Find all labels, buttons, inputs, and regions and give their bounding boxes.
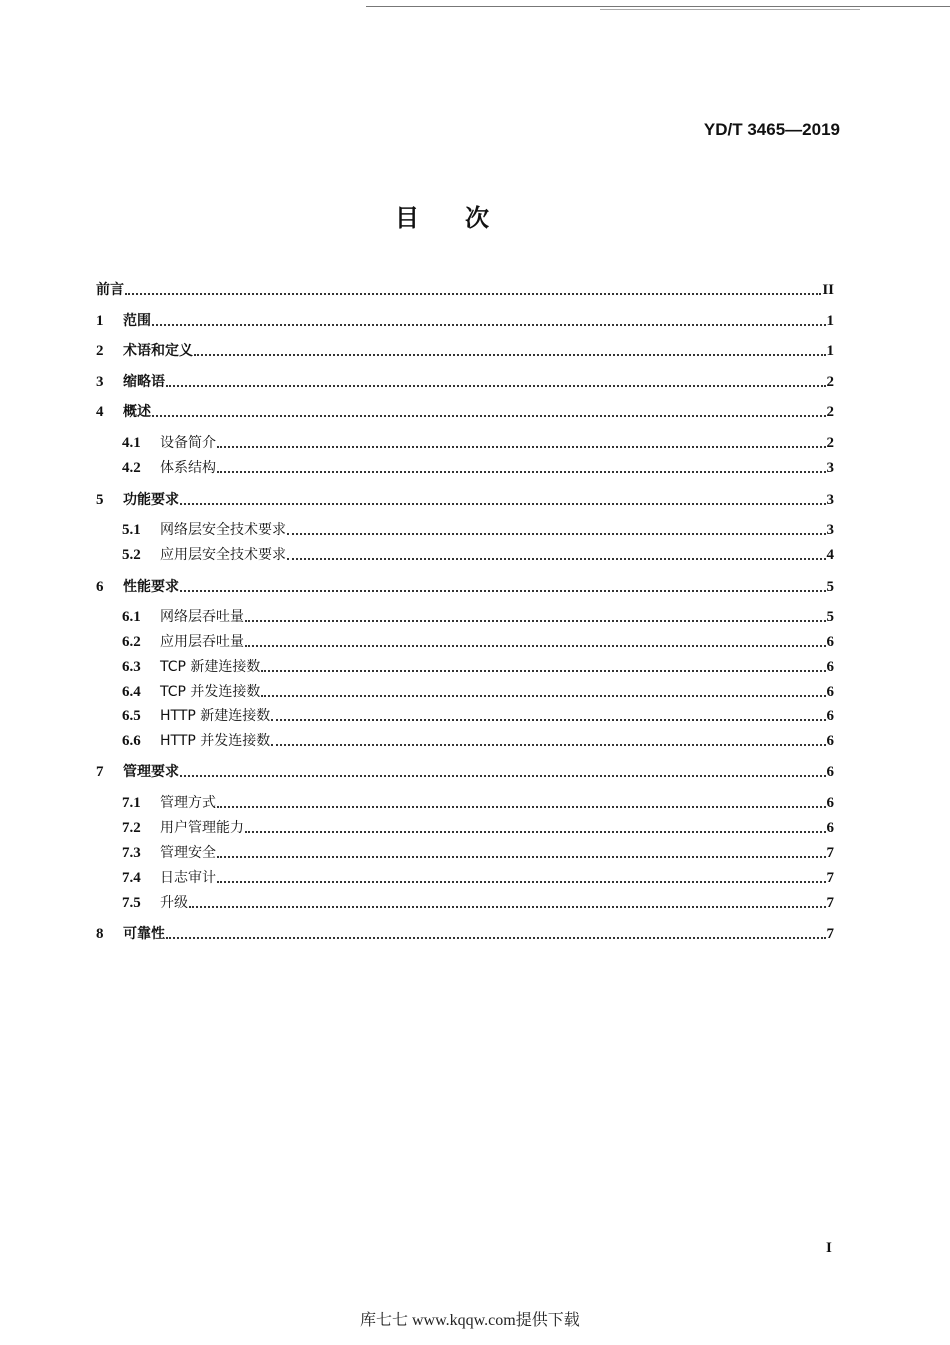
- toc-entry[interactable]: [122, 632, 834, 652]
- toc-entry-title: 管理方式: [160, 795, 216, 811]
- toc-entry-page: 7: [826, 926, 834, 942]
- toc-entry[interactable]: [96, 490, 834, 510]
- toc-entry-page: 5: [826, 579, 834, 595]
- toc-entry-number: 6.3: [122, 659, 141, 675]
- dot-leader: [180, 774, 826, 777]
- dot-leader: [245, 619, 826, 622]
- dot-leader: [166, 936, 826, 939]
- toc-entry[interactable]: [96, 762, 834, 782]
- toc-entry[interactable]: [122, 818, 834, 838]
- dot-leader: [261, 669, 825, 672]
- toc-entry-number: 7.2: [122, 820, 141, 836]
- dot-leader: [217, 805, 826, 808]
- dot-leader: [287, 557, 826, 560]
- toc-entry[interactable]: [96, 311, 834, 331]
- toc-entry[interactable]: [122, 893, 834, 913]
- toc-entry-title: 范围: [123, 313, 151, 329]
- toc-entry-page: 6: [826, 634, 834, 650]
- toc-entry[interactable]: [122, 731, 834, 751]
- document-number: YD/T 3465—2019: [703, 120, 840, 139]
- toc-entry-number: 2: [96, 343, 104, 359]
- toc-entry-page: 3: [826, 492, 834, 508]
- toc-entry-page: 3: [826, 522, 834, 538]
- dot-leader: [217, 855, 826, 858]
- toc-entry-title: 术语和定义: [123, 343, 193, 359]
- dot-leader: [217, 470, 826, 473]
- toc-entry-number: 4.2: [122, 460, 141, 476]
- toc-entry-title: 可靠性: [123, 926, 165, 942]
- toc-entry-number: 6.1: [122, 609, 141, 625]
- toc-entry[interactable]: [122, 520, 834, 540]
- toc-entry-page: 7: [826, 895, 834, 911]
- toc-entry-page: 3: [826, 460, 834, 476]
- toc-entry-number: 8: [96, 926, 104, 942]
- toc-entry[interactable]: [122, 793, 834, 813]
- toc-entry-number: 6.4: [122, 684, 141, 700]
- toc-entry[interactable]: [122, 843, 834, 863]
- toc-entry-title: 管理要求: [123, 764, 179, 780]
- toc-entry[interactable]: [122, 458, 834, 478]
- dot-leader: [271, 718, 825, 721]
- toc-entry-page: 6: [826, 684, 834, 700]
- footer-watermark: 库七七 www.kqqw.com提供下载: [360, 1312, 580, 1329]
- dot-leader: [180, 502, 826, 505]
- toc-entry-page: 2: [826, 435, 834, 451]
- toc-entry-number: 5.2: [122, 547, 141, 563]
- dot-leader: [217, 880, 826, 883]
- dot-leader: [194, 353, 826, 356]
- toc-entry-title: 升级: [160, 895, 188, 911]
- toc-entry-title: 管理安全: [160, 845, 216, 861]
- toc-entry-title: 前言: [96, 282, 124, 298]
- toc-entry-number: 6.6: [122, 733, 141, 749]
- toc-entry-title: HTTP 新建连接数: [160, 708, 271, 724]
- toc-entry-title: TCP 新建连接数: [160, 659, 261, 675]
- toc-entry[interactable]: [96, 577, 834, 597]
- toc-entry[interactable]: [96, 402, 834, 422]
- toc-entry-title: HTTP 并发连接数: [160, 733, 271, 749]
- dot-leader: [287, 532, 826, 535]
- toc-entry-page: 6: [826, 708, 834, 724]
- dot-leader: [271, 743, 825, 746]
- toc-entry-title: TCP 并发连接数: [160, 684, 261, 700]
- toc-entry-title: 网络层安全技术要求: [160, 522, 286, 538]
- dot-leader: [152, 414, 826, 417]
- toc-entry-title: 用户管理能力: [160, 820, 244, 836]
- toc-entry-page: 2: [826, 404, 834, 420]
- toc-entry[interactable]: [96, 924, 834, 944]
- dot-leader: [152, 323, 826, 326]
- toc-entry[interactable]: [122, 682, 834, 702]
- toc-entry[interactable]: [122, 607, 834, 627]
- toc-entry-number: 4: [96, 404, 104, 420]
- toc-entry-number: 7.5: [122, 895, 141, 911]
- toc-entry-title: 设备简介: [160, 435, 216, 451]
- toc-entry-page: 6: [826, 795, 834, 811]
- toc-entry[interactable]: [122, 545, 834, 565]
- page-number: I: [826, 1240, 832, 1256]
- toc-entry-number: 7.3: [122, 845, 141, 861]
- toc-entry-page: II: [822, 282, 834, 298]
- toc-entry-number: 6: [96, 579, 104, 595]
- toc-entry-number: 6.2: [122, 634, 141, 650]
- toc-entry[interactable]: [122, 433, 834, 453]
- toc-entry-number: 6.5: [122, 708, 141, 724]
- toc-entry[interactable]: [96, 372, 834, 392]
- toc-entry[interactable]: [96, 341, 834, 361]
- toc-entry[interactable]: [122, 868, 834, 888]
- dot-leader: [245, 644, 826, 647]
- toc-entry-title: 应用层吞吐量: [160, 634, 244, 650]
- toc-entry-title: 功能要求: [123, 492, 179, 508]
- dot-leader: [261, 694, 825, 697]
- toc-entry-page: 1: [826, 313, 834, 329]
- toc-entry[interactable]: [96, 280, 834, 300]
- toc-entry-number: 7: [96, 764, 104, 780]
- toc-entry-page: 6: [826, 659, 834, 675]
- page-title: 目次: [395, 204, 535, 232]
- dot-leader: [125, 292, 821, 295]
- toc-entry-page: 4: [826, 547, 834, 563]
- dot-leader: [180, 589, 826, 592]
- toc-entry-number: 1: [96, 313, 104, 329]
- toc-entry-title: 日志审计: [160, 870, 216, 886]
- dot-leader: [166, 384, 826, 387]
- toc-entry-page: 6: [826, 764, 834, 780]
- top-rule: [366, 6, 950, 7]
- toc-entry-page: 6: [826, 733, 834, 749]
- toc-entry-number: 3: [96, 374, 104, 390]
- toc-entry-page: 1: [826, 343, 834, 359]
- toc-entry-number: 4.1: [122, 435, 141, 451]
- toc-entry-page: 6: [826, 820, 834, 836]
- toc-entry-number: 7.4: [122, 870, 141, 886]
- toc-entry-number: 5.1: [122, 522, 141, 538]
- dot-leader: [217, 445, 826, 448]
- dot-leader: [245, 830, 826, 833]
- toc-entry-number: 7.1: [122, 795, 141, 811]
- toc-entry-title: 体系结构: [160, 460, 216, 476]
- top-rule-secondary: [600, 9, 860, 10]
- toc-entry-number: 5: [96, 492, 104, 508]
- toc-entry-page: 2: [826, 374, 834, 390]
- dot-leader: [189, 905, 826, 908]
- toc-entry-page: 7: [826, 870, 834, 886]
- toc-entry-title: 应用层安全技术要求: [160, 547, 286, 563]
- toc-entry-title: 缩略语: [123, 374, 165, 390]
- toc-entry-page: 5: [826, 609, 834, 625]
- toc-entry[interactable]: [122, 657, 834, 677]
- toc-entry-title: 性能要求: [123, 579, 179, 595]
- toc-entry[interactable]: [122, 706, 834, 726]
- toc-entry-page: 7: [826, 845, 834, 861]
- toc-entry-title: 概述: [123, 404, 151, 420]
- toc-entry-title: 网络层吞吐量: [160, 609, 244, 625]
